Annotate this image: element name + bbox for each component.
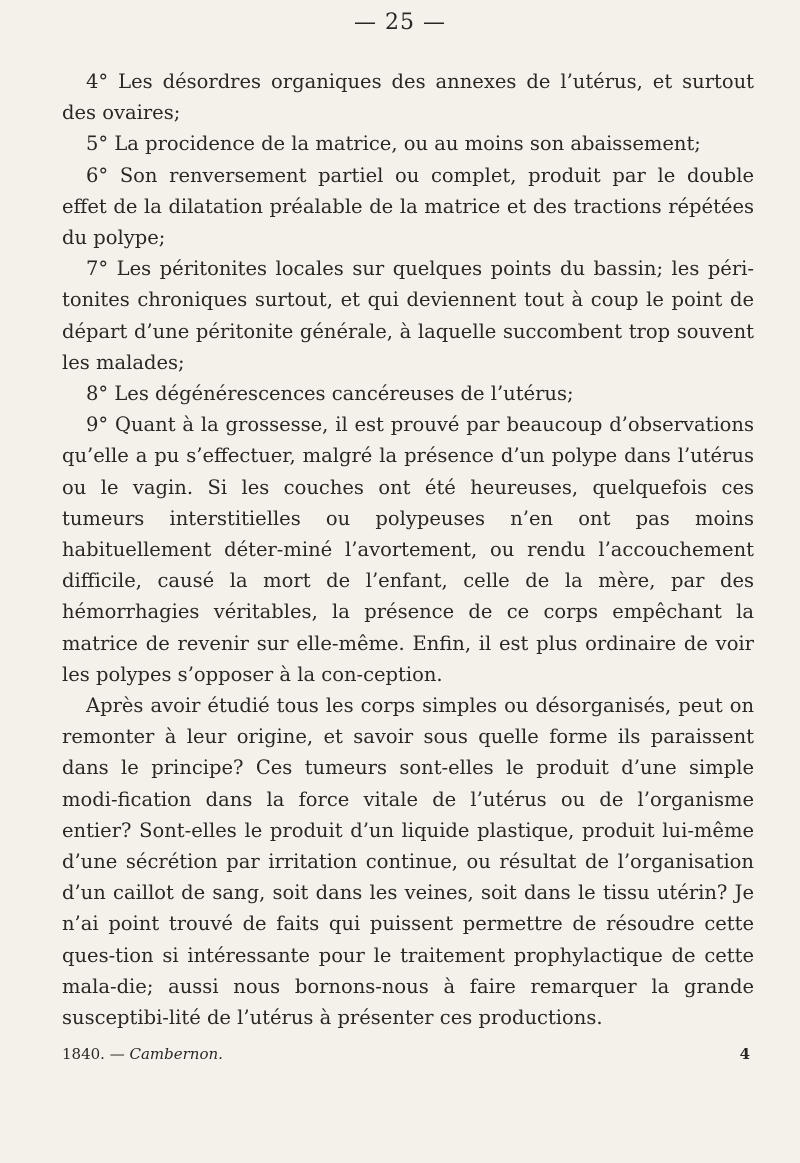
paragraph-item-9: 9° Quant à la grossesse, il est prouvé par beaucoup d’observations qu’elle a pu s’effectuer, malgré la présence d’un polype dans l’utérus ou le vagin. Si les couches ont été heureuses, quelquefois ces tumeurs interstitielles ou polypeuses n’en ont pas moins habituellement déter-miné l’avortement, ou rendu l’accouchement difficile, causé la mort de l’enfant, celle de la mère, par des hémorrhagies véritables, la présence de ce corps empêchant la matrice de revenir sur elle-même. Enfin, il est plus ordinaire de voir les polypes s’opposer à la con-ception. [62,413,754,686]
signature-prefix: 1840. — [62,1045,130,1063]
signature-name: Cambernon. [129,1045,223,1063]
paragraph-item-4: 4° Les désordres organiques des annexes de l’utérus, et surtout des ovaires; [62,70,754,125]
sheet-number: 4 [739,1045,750,1063]
paragraph-item-8: 8° Les dégénérescences cancéreuses de l’utérus; [86,382,574,406]
page-number: — 25 — [354,10,446,35]
body-text [62,66,754,1033]
paragraph-conclusion: Après avoir étudié tous les corps simples ou désorganisés, peut on remonter à leur origine, et savoir sous quelle forme ils paraissent dans le principe? Ces tumeurs sont-elles le produit d’une simple modi-fication dans la force vitale de l’utérus ou de l’organisme entier? Sont-elles le produit d’un liquide plastique, produit lui-même d’une sécrétion par irritation continue, ou résultat de l’organisation d’un caillot de sang, soit dans les veines, soit dans le tissu utérin? Je n’ai point trouvé de faits qui puissent permettre de résoudre cette ques-tion si intéressante pour le traitement prophylactique de cette mala-die; aussi nous bornons-nous à faire remarquer la grande susceptibi-lité de l’utérus à présenter ces productions. [62,694,754,1030]
paragraph-item-6: 6° Son renversement partiel ou complet, produit par le double effet de la dilatation préalable de la matrice et des tractions répétées du polype; [62,163,754,250]
printer-signature [62,1045,223,1063]
paragraph-item-7: 7° Les péritonites locales sur quelques points du bassin; les péri-tonites chroniques surtout, et qui deviennent tout à coup le point de départ d’une péritonite générale, à laquelle succombent trop souvent les malades; [62,257,754,374]
paragraph-item-5: 5° La procidence de la matrice, ou au moins son abaissement; [86,132,701,156]
